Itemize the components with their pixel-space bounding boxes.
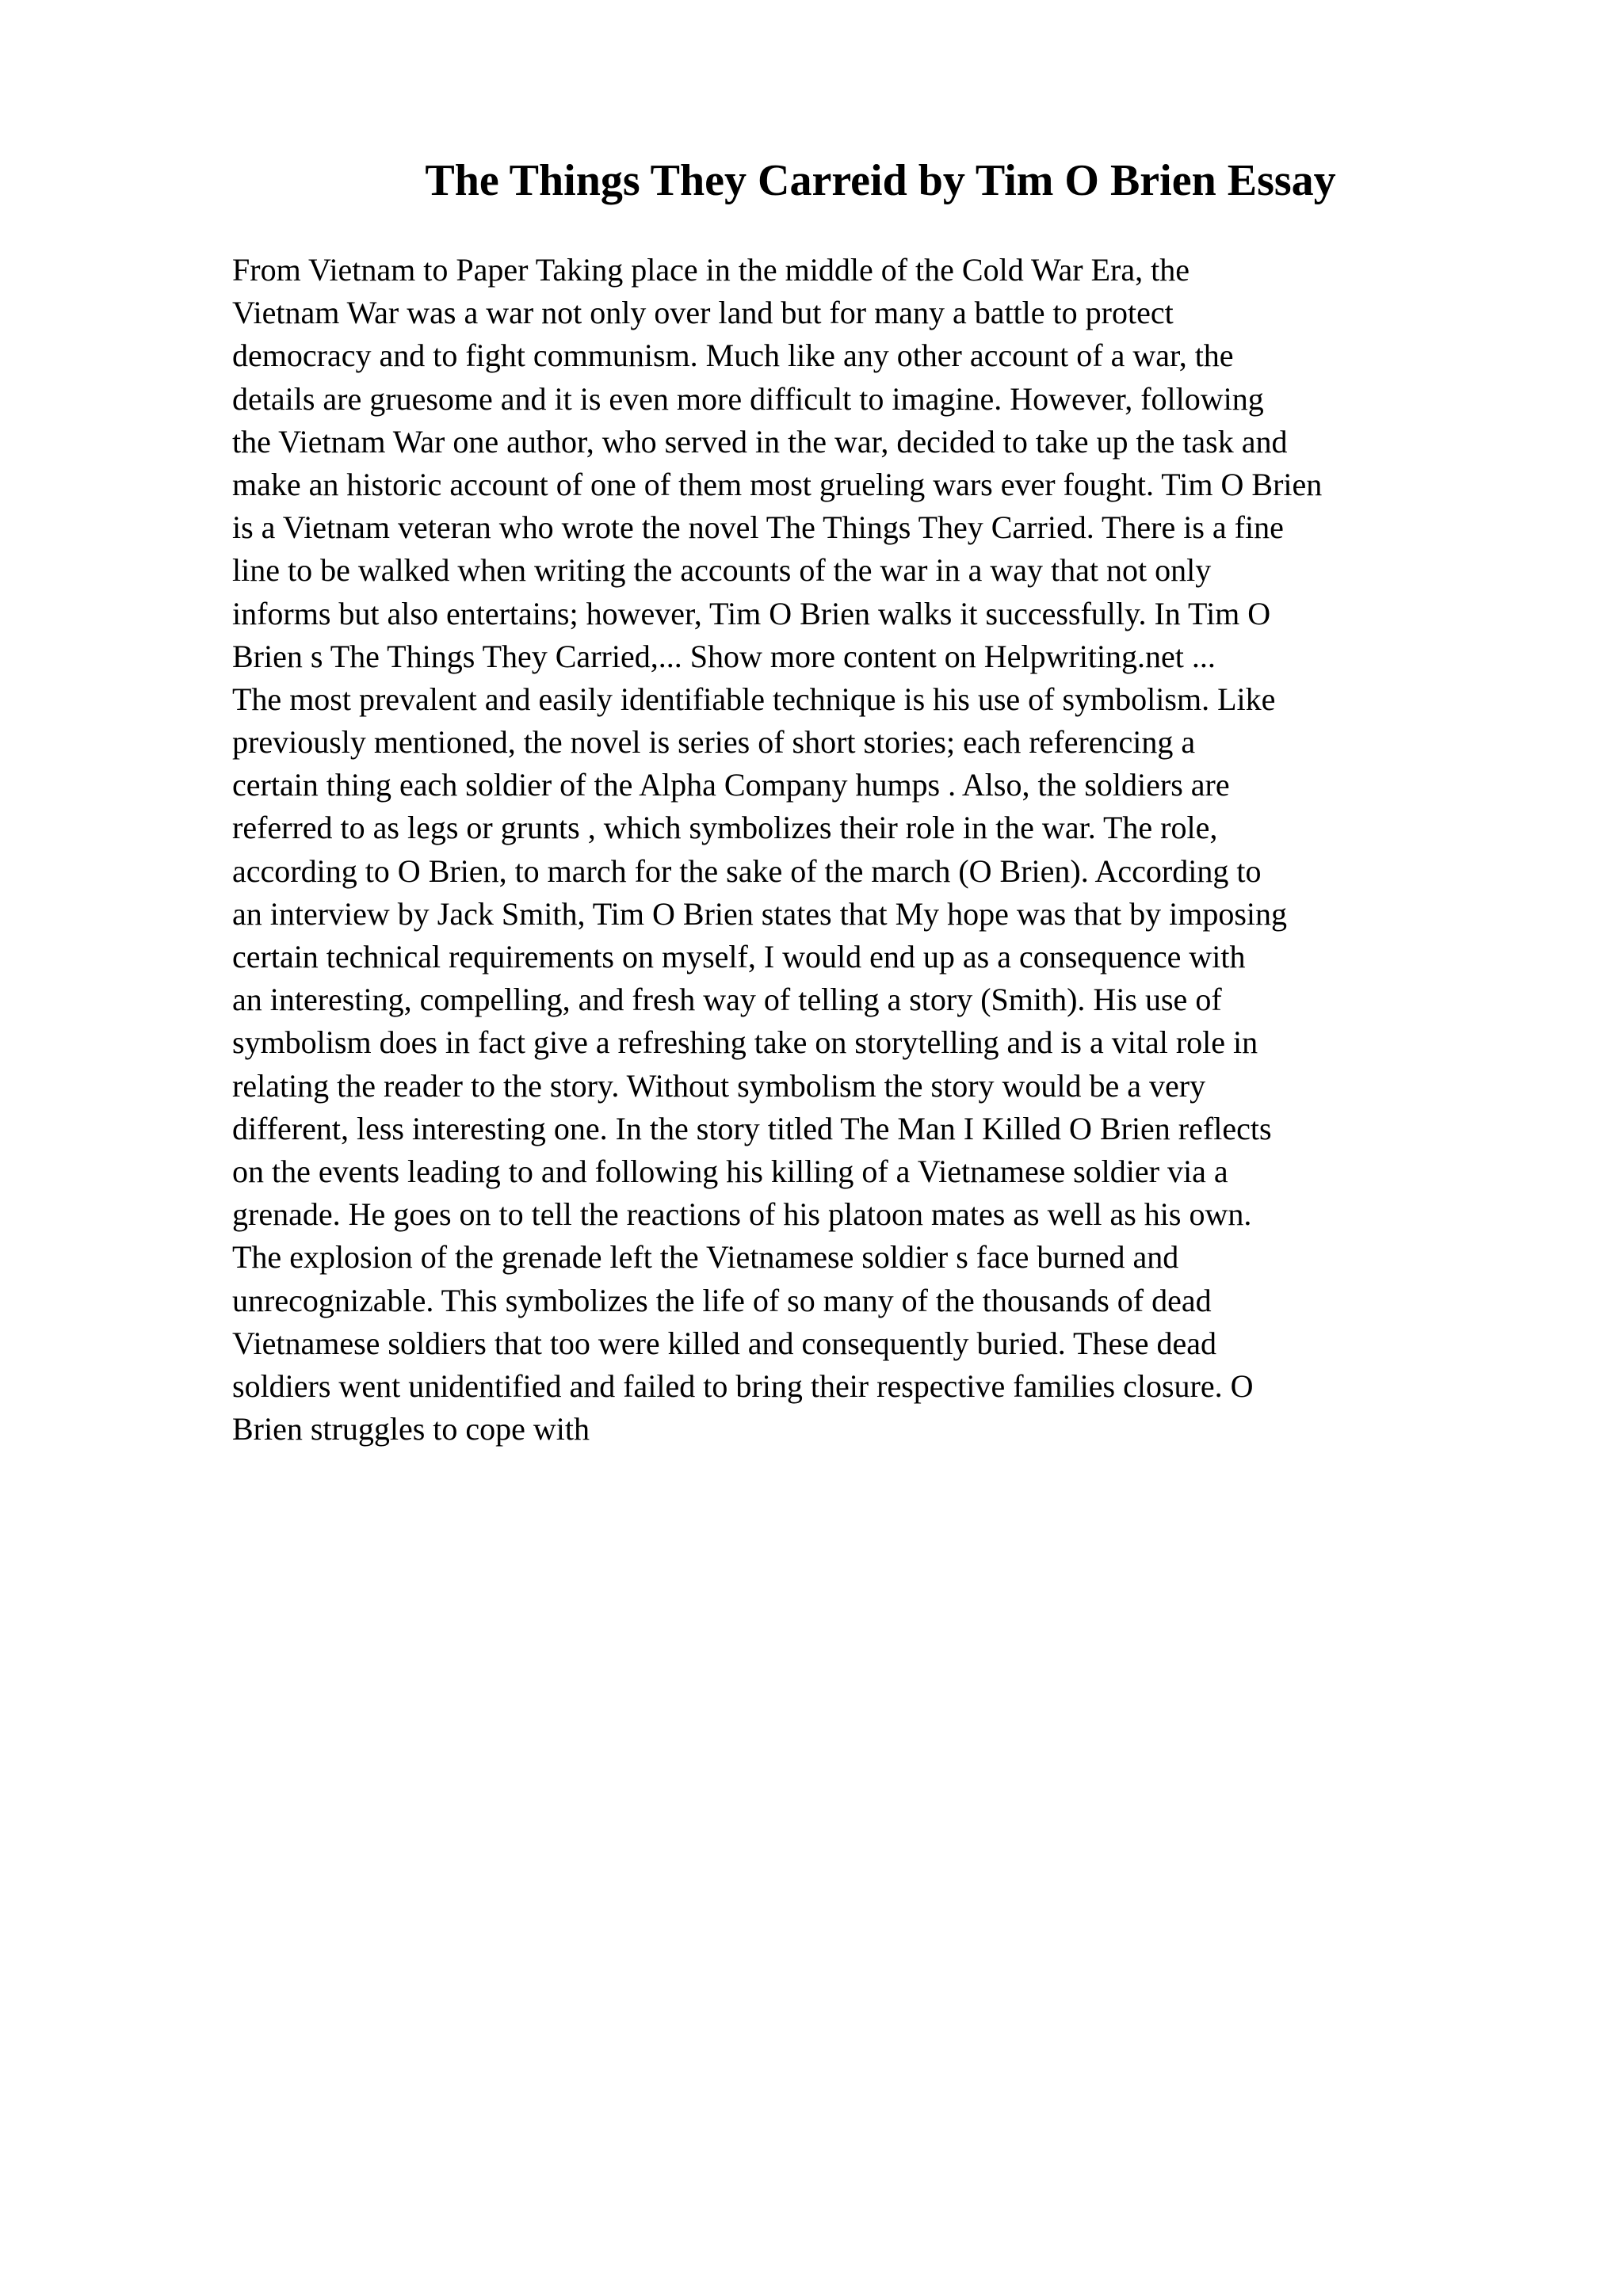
essay-line: The most prevalent and easily identifiable technique is his use of symbolism. Like bbox=[232, 681, 1276, 717]
essay-line: an interview by Jack Smith, Tim O Brien states that My hope was that by imposing bbox=[232, 895, 1288, 932]
essay-line: make an historic account of one of them most grueling wars ever fought. Tim O Brien bbox=[232, 466, 1323, 502]
essay-line: details are gruesome and it is even more difficult to imagine. However, following bbox=[232, 380, 1264, 417]
essay-line: on the events leading to and following his killing of a Vietnamese soldier via a bbox=[232, 1153, 1228, 1189]
essay-line: symbolism does in fact give a refreshing take on storytelling and is a vital role in bbox=[232, 1024, 1258, 1061]
essay-line: grenade. He goes on to tell the reactions of his platoon mates as well as his own. bbox=[232, 1196, 1252, 1233]
essay-line: the Vietnam War one author, who served in the war, decided to take up the task and bbox=[232, 423, 1288, 460]
essay-line: Vietnam War was a war not only over land but for many a battle to protect bbox=[232, 295, 1174, 331]
essay-line: relating the reader to the story. Without symbolism the story would be a very bbox=[232, 1067, 1206, 1104]
essay-line: soldiers went unidentified and failed to bring their respective families closure. O bbox=[232, 1367, 1254, 1404]
essay-line: referred to as legs or grunts , which symbolizes their role in the war. The role, bbox=[232, 810, 1218, 846]
essay-line: Vietnamese soldiers that too were killed and consequently buried. These dead bbox=[232, 1325, 1217, 1361]
essay-line: different, less interesting one. In the story titled The Man I Killed O Brien reflects bbox=[232, 1110, 1272, 1146]
essay-line: From Vietnam to Paper Taking place in the middle of the Cold War Era, the bbox=[232, 252, 1190, 288]
essay-line: democracy and to fight communism. Much like any other account of a war, the bbox=[232, 338, 1234, 374]
essay-line: informs but also entertains; however, Tim O Brien walks it successfully. In Tim O bbox=[232, 595, 1271, 631]
document-title: The Things They Carreid by Tim O Brien Essay bbox=[425, 156, 1336, 205]
essay-line: Brien s The Things They Carried,... Show more content on Helpwriting.net ... bbox=[232, 638, 1216, 674]
essay-line: is a Vietnam veteran who wrote the novel The Things They Carried. There is a fine bbox=[232, 509, 1284, 546]
essay-body bbox=[232, 249, 1516, 1451]
essay-line: previously mentioned, the novel is series of short stories; each referencing a bbox=[232, 724, 1196, 761]
essay-line: The explosion of the grenade left the Vietnamese soldier s face burned and bbox=[232, 1239, 1179, 1276]
essay-line: an interesting, compelling, and fresh way of telling a story (Smith). His use of bbox=[232, 982, 1222, 1018]
essay-line: unrecognizable. This symbolizes the life of so many of the thousands of dead bbox=[232, 1282, 1212, 1318]
essay-line: Brien struggles to cope with bbox=[232, 1411, 590, 1447]
essay-line: certain technical requirements on myself, I would end up as a consequence with bbox=[232, 939, 1246, 974]
essay-line: certain thing each soldier of the Alpha Company humps . Also, the soldiers are bbox=[232, 767, 1230, 803]
essay-line: line to be walked when writing the accounts of the war in a way that not only bbox=[232, 552, 1212, 589]
essay-line: according to O Brien, to march for the sake of the march (O Brien). According to bbox=[232, 852, 1262, 889]
